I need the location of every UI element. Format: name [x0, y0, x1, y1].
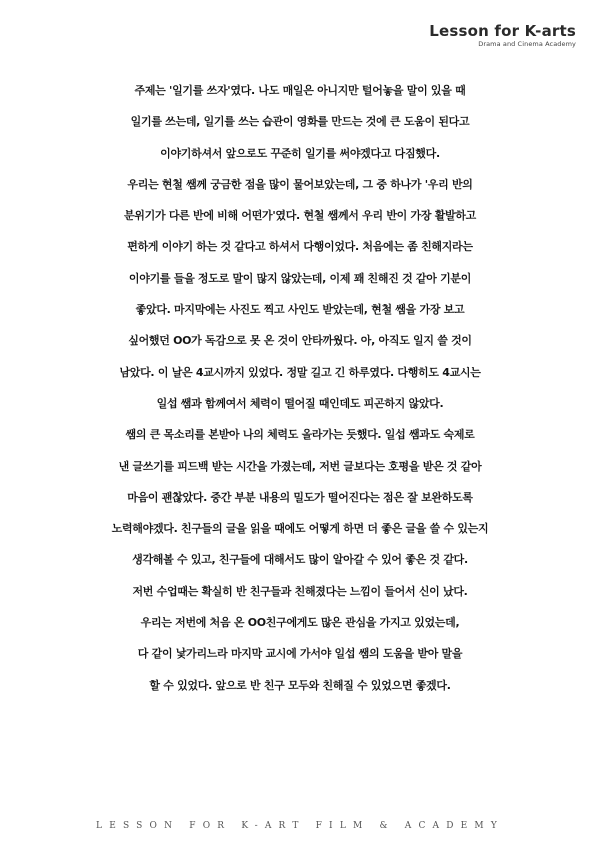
body-line: 주제는 '일기를 쓰자'였다. 나도 매일은 아니지만 털어놓을 말이 있을 때	[134, 84, 466, 97]
body-line: 저번 수업때는 확실히 반 친구들과 친해졌다는 느낌이 들어서 신이 났다.	[132, 584, 468, 598]
brand-title: Lesson for K-arts	[429, 22, 576, 40]
body-line: 싶어했던 OO가 독감으로 못 온 것이 안타까웠다. 아, 아직도 일지 쓸 것이	[128, 334, 472, 348]
body-line: 낸 글쓰기를 피드백 받는 시간을 가졌는데, 저번 글보다는 호평을 받은 것 같아	[118, 459, 482, 473]
brand-subtitle: Drama and Cinema Academy	[478, 40, 576, 48]
body-line: 다 같이 낯가리느라 마지막 교시에 가서야 일섭 쌤의 도움을 받아 말을	[137, 647, 463, 661]
body-line: 마음이 괜찮았다. 중간 부분 내용의 밀도가 떨어진다는 점은 잘 보완하도록	[127, 490, 473, 504]
body-line: 이야기를 들을 정도로 말이 많지 않았는데, 이제 꽤 친해진 것 같아 기분이	[128, 271, 472, 285]
brand-header	[429, 22, 576, 48]
body-line: 편하게 이야기 하는 것 같다고 하셔서 다행이었다. 처음에는 좀 친해지라는	[127, 240, 473, 254]
body-line: 남았다. 이 날은 4교시까지 있었다. 정말 길고 긴 하루였다. 다행히도 4교시는	[119, 365, 481, 379]
body-line: 할 수 있었다. 앞으로 반 친구 모두와 친해질 수 있었으면 좋겠다.	[149, 678, 451, 692]
body-line: 우리는 저번에 처음 온 OO친구에게도 많은 관심을 가지고 있었는데,	[140, 616, 460, 630]
body-line: 일섭 쌤과 함께여서 체력이 떨어질 때인데도 피곤하지 않았다.	[156, 396, 444, 410]
body-line: 좋았다. 마지막에는 사진도 찍고 사인도 받았는데, 현철 쌤을 가장 보고	[135, 303, 465, 317]
body-line: 분위기가 다른 반에 비해 어떤가'였다. 현철 쌤께서 우리 반이 가장 활발하고	[123, 209, 477, 223]
footer-tagline: LESSON FOR K-ART FILM & ACADEMY	[96, 821, 504, 831]
body-line: 생각해볼 수 있고, 친구들에 대해서도 많이 알아갈 수 있어 좋은 것 같다.	[132, 553, 468, 567]
body-line: 노력해야겠다. 친구들의 글을 읽을 때에도 어떻게 하면 더 좋은 글을 쓸 수 있는지	[111, 522, 489, 536]
body-line: 우리는 현철 쌤께 궁금한 점을 많이 물어보았는데, 그 중 하나가 '우리 반의	[127, 177, 473, 191]
body-line: 이야기하셔서 앞으로도 꾸준히 일기를 써야겠다고 다짐했다.	[160, 146, 440, 160]
body-line: 쌤의 큰 목소리를 본받아 나의 체력도 올라가는 듯했다. 일섭 쌤과도 숙제로	[125, 428, 475, 442]
body-line: 일기를 쓰는데, 일기를 쓰는 습관이 영화를 만드는 것에 큰 도움이 된다고	[130, 115, 470, 129]
diary-body	[0, 78, 600, 704]
